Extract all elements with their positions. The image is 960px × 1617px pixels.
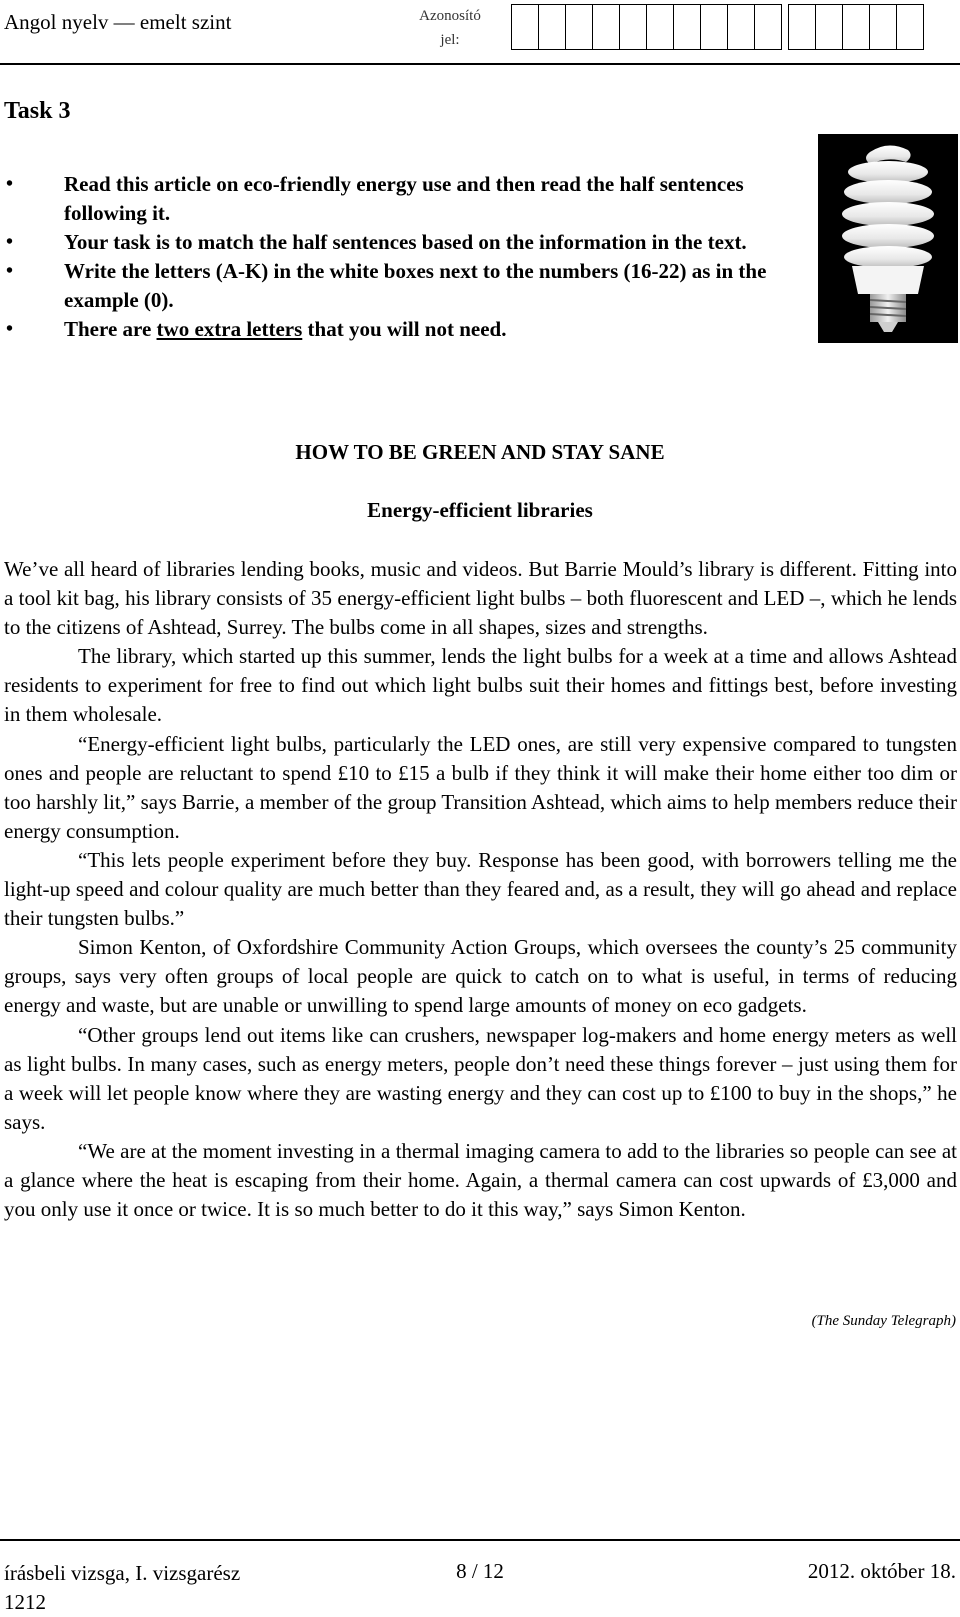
instruction-text: Your task is to match the half sentences based on the information in the text.	[64, 230, 747, 254]
article-paragraph: “This lets people experiment before they buy. Response has been good, with borrowers telling me the light-up speed and colour quality are much better than they feared and, as a result, they will go ahead and replace their tungsten bulbs.”	[4, 847, 957, 931]
instruction-item	[0, 228, 800, 257]
instruction-underlined: two extra letters	[156, 317, 303, 341]
id-box	[538, 4, 566, 50]
bullet-icon: •	[6, 260, 14, 282]
article-paragraph: “We are at the moment investing in a thermal imaging camera to add to the libraries so people can see at a glance where the heat is escaping from their home. Again, a thermal camera can cost upwards of £3,000 and you only use it once or twice. It is so much better to do it this way,” says Simon Kenton.	[4, 1138, 957, 1222]
id-box	[727, 4, 755, 50]
id-box	[592, 4, 620, 50]
id-box	[673, 4, 701, 50]
footer-date: 2012. október 18.	[807, 1559, 956, 1583]
article-paragraph: “Other groups lend out items like can crushers, newspaper log-makers and home energy meters as well as light bulbs. In many cases, such as energy meters, people don’t need these things forever – just using them for a week will let people know where they are wasting energy and they can cost up to £100 to buy in the shops,” he says.	[4, 1022, 957, 1134]
id-box	[565, 4, 593, 50]
footer-left	[4, 1559, 240, 1617]
id-label-line2: jel:	[440, 32, 460, 48]
id-box	[842, 4, 870, 50]
footer-code: 1212	[4, 1590, 46, 1614]
id-label-line1: Azonosító	[419, 8, 481, 24]
article-paragraph: The library, which started up this summer, lends the light bulbs for a week at a time and allows Ashtead residents to experiment for free to find out which light bulbs suit their homes and fittings best, before investing in them wholesale.	[4, 644, 957, 727]
article-paragraph: We’ve all heard of libraries lending books, music and videos. But Barrie Mould’s library is different. Fitting into a tool kit bag, his library consists of 35 energy-efficient light bulbs – both fluorescent and LED –, which he lends to the citizens of Ashtead, Surrey. The bulbs come in all shapes, sizes and strengths.	[4, 557, 957, 640]
instruction-list	[0, 170, 800, 344]
page-header	[0, 0, 960, 66]
bullet-icon: •	[6, 173, 14, 195]
id-box	[700, 4, 728, 50]
footer-exam-label: írásbeli vizsga, I. vizsgarész	[4, 1561, 241, 1585]
id-box	[788, 4, 816, 50]
id-box	[896, 4, 924, 50]
article-body	[4, 555, 957, 1224]
id-box	[646, 4, 674, 50]
instruction-text: Read this article on eco-friendly energy use and then read the half sentences following it.	[64, 172, 744, 225]
instruction-item	[0, 257, 800, 315]
task-title: Task 3	[4, 98, 71, 124]
footer-divider	[0, 1539, 960, 1541]
id-label	[418, 4, 482, 52]
article-title: HOW TO BE GREEN AND STAY SANE	[295, 440, 665, 464]
header-title: Angol nyelv — emelt szint	[4, 10, 232, 34]
bullet-icon: •	[6, 231, 14, 253]
id-box	[815, 4, 843, 50]
page-number: 8 / 12	[456, 1559, 504, 1583]
article-subtitle: Energy-efficient libraries	[367, 498, 593, 522]
id-box	[619, 4, 647, 50]
instruction-text: Write the letters (A-K) in the white boxes next to the numbers (16-22) as in the example (0).	[64, 259, 767, 312]
id-box	[754, 4, 782, 50]
instruction-suffix: that you will not need.	[302, 317, 507, 341]
article-paragraph: “Energy-efficient light bulbs, particularly the LED ones, are still very expensive compared to tungsten ones and people are reluctant to spend £10 to £15 a bulb if they think it will make their home either too dim or too harshly lit,” says Barrie, a member of the group Transition Ashtead, which aims to help members reduce their energy consumption.	[4, 731, 957, 843]
id-boxes	[512, 4, 924, 50]
instruction-item	[0, 315, 800, 344]
instruction-prefix: There are	[64, 317, 157, 341]
cfl-light-bulb-icon	[818, 134, 958, 343]
instruction-item	[0, 170, 800, 228]
article-paragraph: Simon Kenton, of Oxfordshire Community Action Groups, which oversees the county’s 25 community groups, says very often groups of local people are quick to catch on to what is useful, in terms of reducing energy and waste, but are unable or unwilling to spend large amounts of money on eco gadgets.	[4, 935, 957, 1018]
article-source: (The Sunday Telegraph)	[811, 1313, 956, 1329]
bullet-icon: •	[6, 318, 14, 340]
id-box	[511, 4, 539, 50]
id-box	[869, 4, 897, 50]
header-divider	[0, 63, 960, 65]
